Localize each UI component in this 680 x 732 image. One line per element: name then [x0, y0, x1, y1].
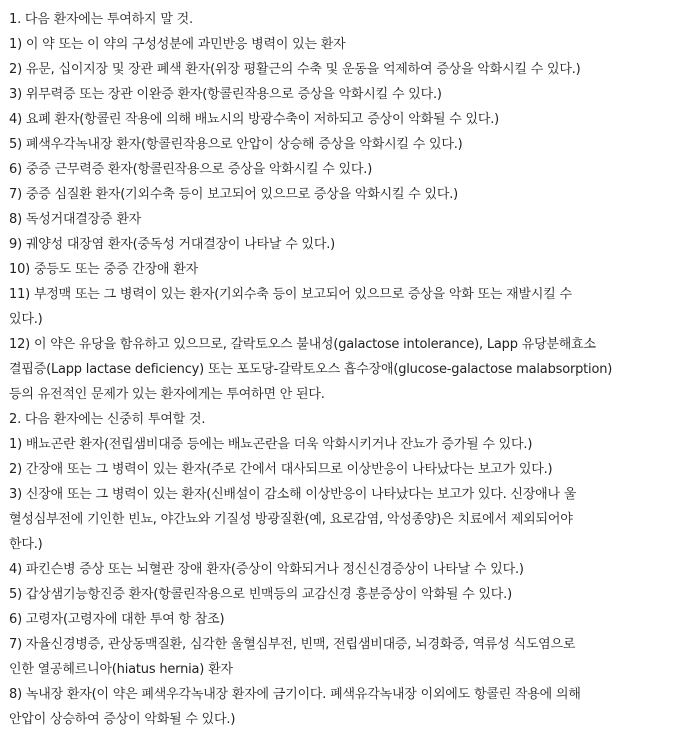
list-item: 2) 유문, 십이지장 및 장관 폐색 환자(위장 평활근의 수축 및 운동을 억제하여 증상을 악화시킬 수 있다.) [9, 62, 581, 77]
list-item: 5) 갑상샘기능항진증 환자(항콜린작용으로 빈맥등의 교감신경 흥분증상이 악화될 수 있다.) [9, 587, 512, 602]
section-heading: 1. 다음 환자에는 투여하지 말 것. [9, 12, 193, 27]
list-item-continuation: 혈성심부전에 기인한 빈뇨, 야간뇨와 기질성 방광질환(예, 요로감염, 악성종양)은 치료에서 제외되어야 [9, 512, 573, 527]
list-item: 6) 중증 근무력증 환자(항콜린작용으로 증상을 악화시킬 수 있다.) [9, 162, 373, 177]
list-item: 9) 궤양성 대장염 환자(중독성 거대결장이 나타날 수 있다.) [9, 237, 336, 252]
list-item: 1) 배뇨곤란 환자(전립샘비대증 등에는 배뇨곤란을 더욱 악화시키거나 잔뇨가 증가될 수 있다.) [9, 437, 533, 452]
list-item: 3) 신장애 또는 그 병력이 있는 환자(신배설이 감소해 이상반응이 나타났다는 보고가 있다. 신장애나 울 [9, 487, 577, 502]
precautions-document [9, 7, 673, 732]
list-item: 7) 중증 심질환 환자(기외수축 등이 보고되어 있으므로 증상을 악화시킬 수 있다.) [9, 187, 459, 202]
section-heading: 2. 다음 환자에는 신중히 투여할 것. [9, 412, 206, 427]
list-item: 1) 이 약 또는 이 약의 구성성분에 과민반응 병력이 있는 환자 [9, 37, 346, 52]
list-item: 4) 요폐 환자(항콜린 작용에 의해 배뇨시의 방광수축이 저하되고 증상이 악화될 수 있다.) [9, 112, 500, 127]
list-item-continuation: 있다.) [9, 312, 43, 327]
list-item: 10) 중등도 또는 중증 간장애 환자 [9, 262, 198, 277]
list-item: 4) 파킨슨병 증상 또는 뇌혈관 장애 환자(증상이 악화되거나 정신신경증상이 나타날 수 있다.) [9, 562, 524, 577]
list-item: 7) 자율신경병증, 관상동맥질환, 심각한 울혈심부전, 빈맥, 전립샘비대증, 뇌경화증, 역류성 식도염으로 [9, 637, 576, 652]
list-item-continuation: 등의 유전적인 문제가 있는 환자에게는 투여하면 안 된다. [9, 387, 325, 402]
list-item: 11) 부정맥 또는 그 병력이 있는 환자(기외수축 등이 보고되어 있으므로 증상을 악화 또는 재발시킬 수 [9, 287, 572, 302]
list-item-continuation: 안압이 상승하여 증상이 악화될 수 있다.) [9, 712, 236, 727]
list-item: 8) 녹내장 환자(이 약은 폐색우각녹내장 환자에 금기이다. 폐색유각녹내장 이외에도 항콜린 작용에 의해 [9, 687, 581, 702]
list-item: 5) 폐색우각녹내장 환자(항콜린작용으로 안압이 상승해 증상을 악화시킬 수 있다.) [9, 137, 463, 152]
list-item: 6) 고령자(고령자에 대한 투여 항 참조) [9, 612, 225, 627]
list-item: 3) 위무력증 또는 장관 이완증 환자(항콜린작용으로 증상을 악화시킬 수 있다.) [9, 87, 442, 102]
list-item-continuation: 인한 열공헤르니아(hiatus hernia) 환자 [9, 662, 233, 677]
list-item: 12) 이 약은 유당을 함유하고 있으므로, 갈락토오스 불내성(galactose intolerance), Lapp 유당분해효소 [9, 337, 596, 352]
list-item-continuation: 결핍증(Lapp lactase deficiency) 또는 포도당-갈락토오스 흡수장애(glucose-galactose malabsorption) [9, 362, 613, 377]
list-item-continuation: 한다.) [9, 537, 43, 552]
list-item: 8) 독성거대결장증 환자 [9, 212, 142, 227]
list-item: 2) 간장애 또는 그 병력이 있는 환자(주로 간에서 대사되므로 이상반응이 나타났다는 보고가 있다.) [9, 462, 553, 477]
